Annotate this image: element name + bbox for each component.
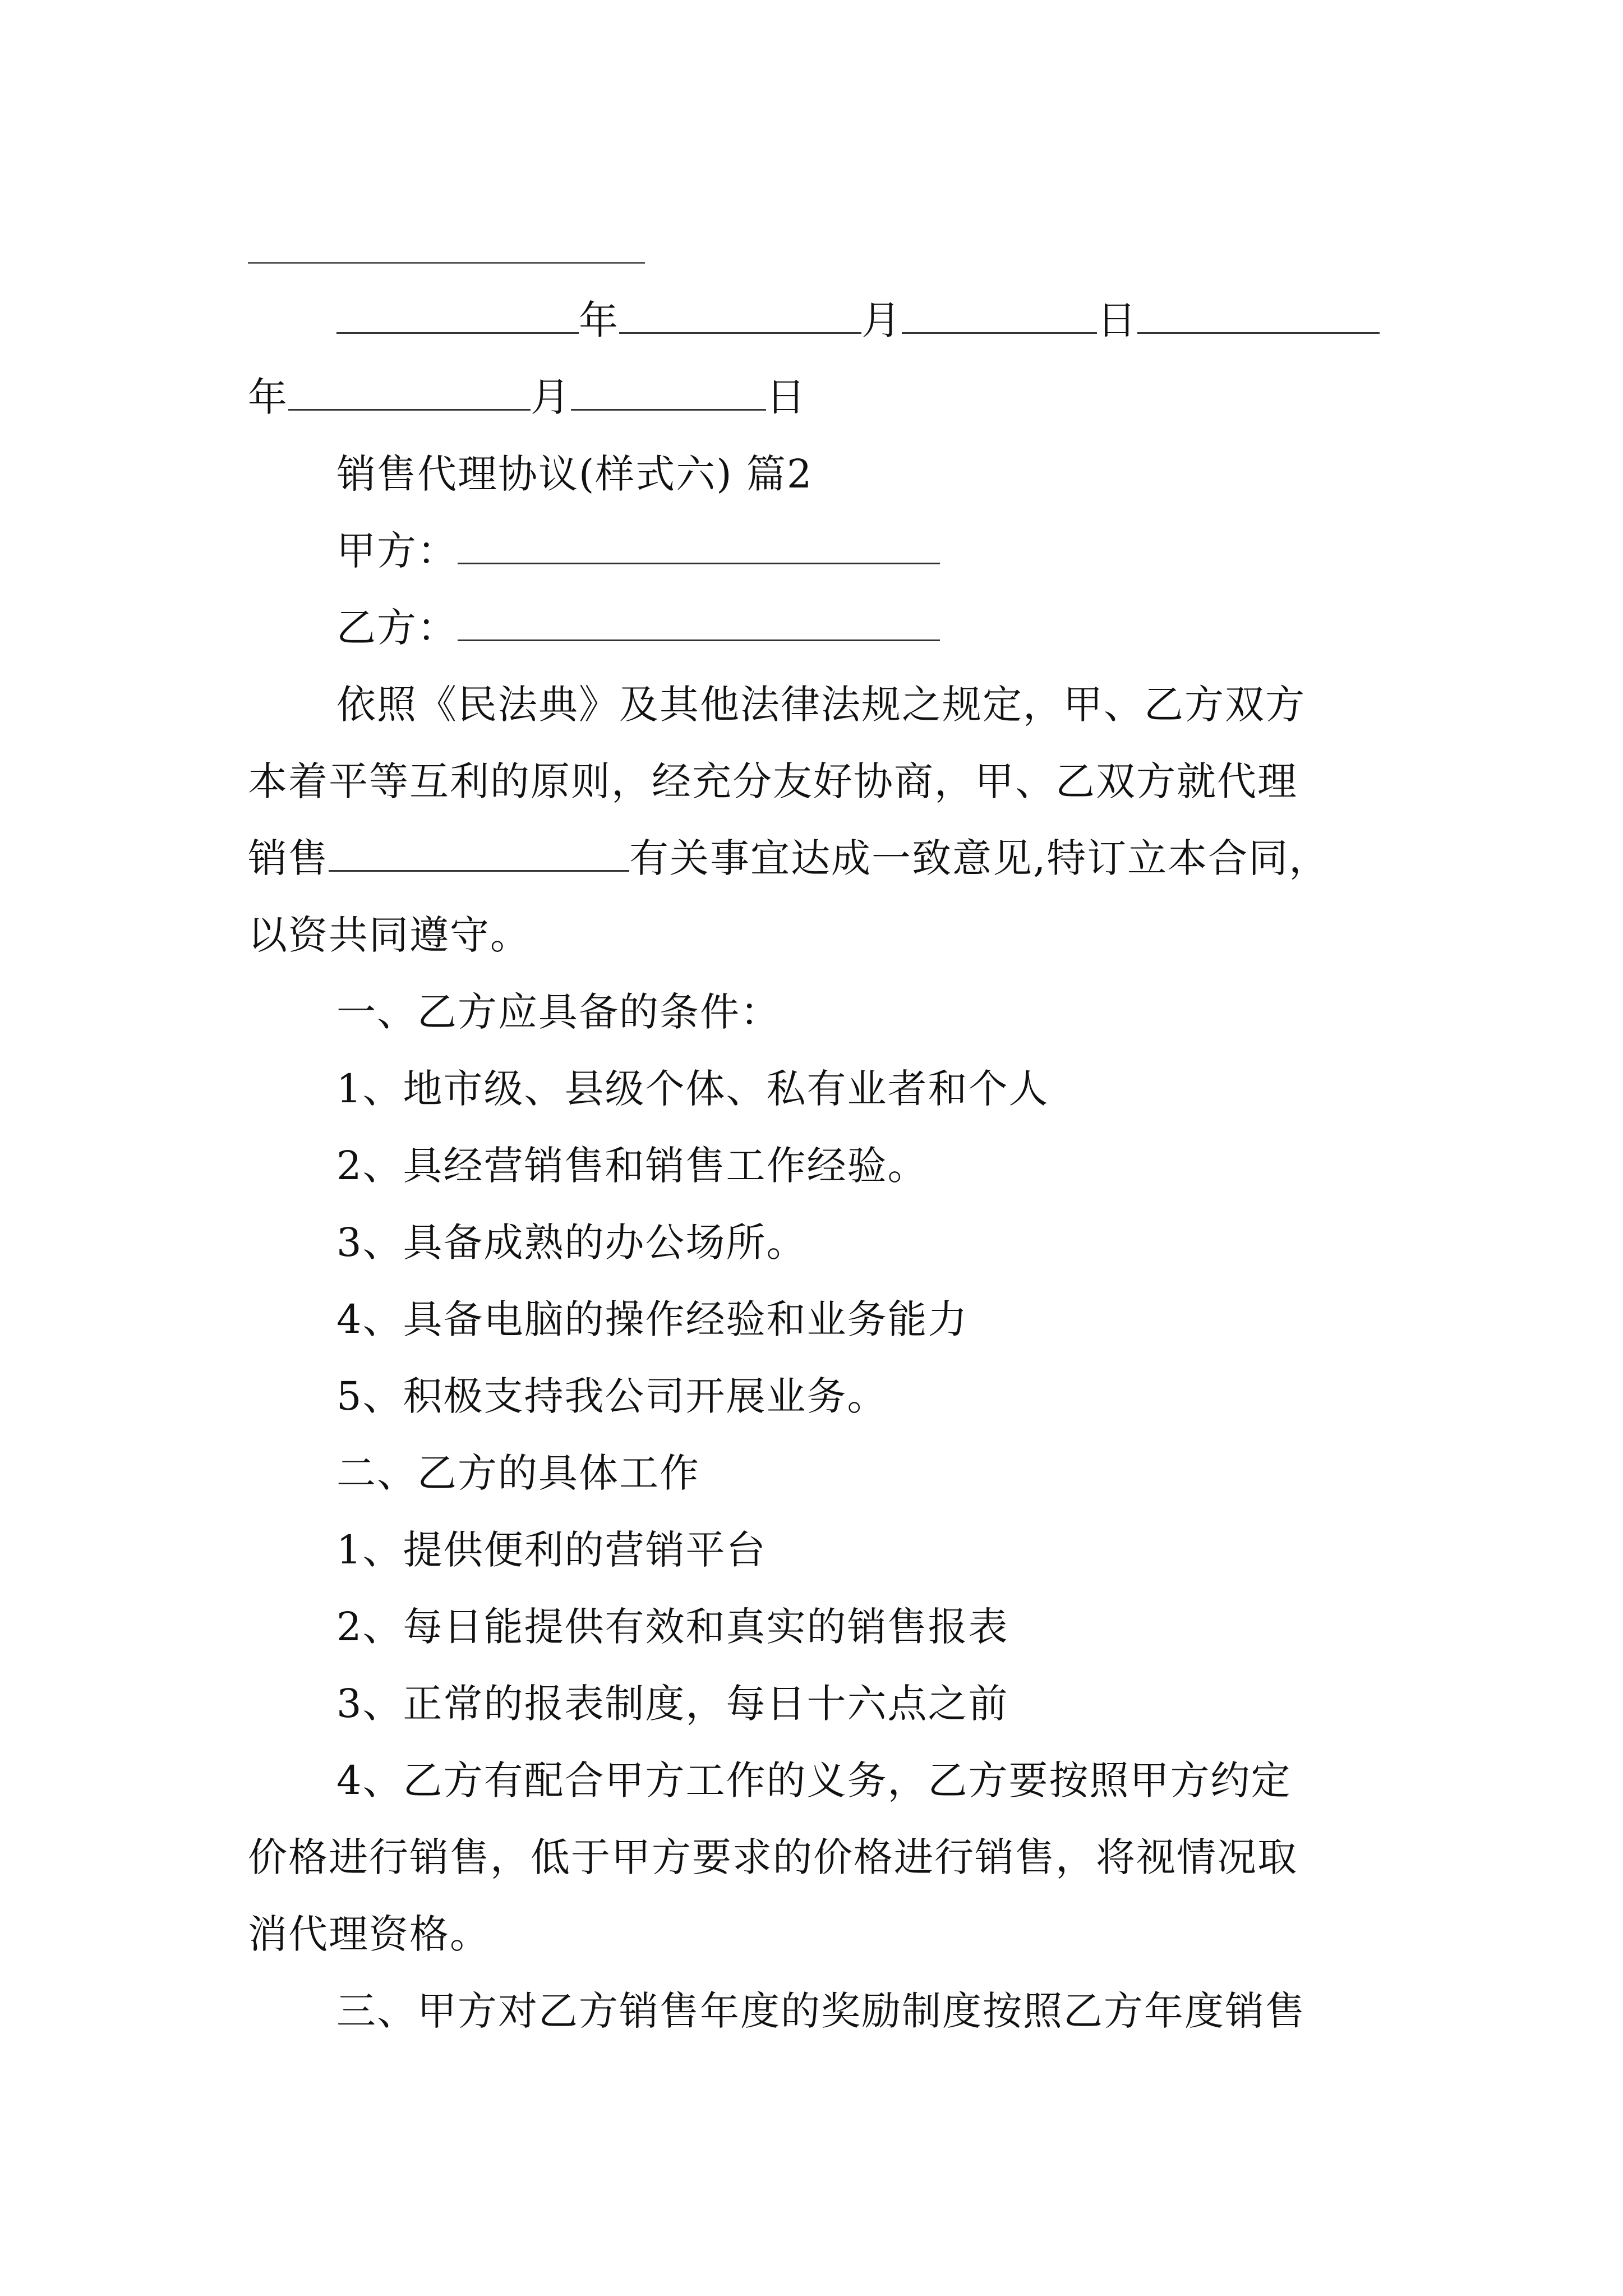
list-item: 2、每日能提供有效和真实的销售报表	[336, 1604, 1009, 1650]
party-a-blank	[458, 528, 940, 564]
month-label: 月	[531, 374, 571, 420]
intro-line-2: 本着平等互利的原则，经充分友好协商，甲、乙双方就代理	[248, 758, 1298, 804]
list-item: 5、积极支持我公司开展业务。	[336, 1373, 888, 1419]
intro-line-3-post: 有关事宜达成一致意见,特订立本合同，	[629, 835, 1330, 881]
list-item: 1、提供便利的营销平台	[336, 1527, 767, 1573]
year-label: 年	[579, 297, 619, 343]
party-b-line	[336, 602, 940, 653]
list-item: 2、具经营销售和销售工作经验。	[336, 1143, 928, 1189]
party-b-label: 乙方：	[336, 605, 458, 651]
section-2-title: 二、乙方的具体工作	[336, 1450, 700, 1496]
blank-field	[571, 374, 766, 411]
blank-field	[336, 297, 579, 334]
section-heading: 销售代理协议(样式六) 篇2	[336, 451, 813, 497]
list-item: 4、具备电脑的操作经验和业务能力	[336, 1296, 969, 1342]
day-label: 日	[766, 374, 806, 420]
blank-field	[902, 297, 1097, 334]
blank-field	[288, 374, 531, 411]
party-a-line	[336, 526, 940, 576]
blank-field	[619, 297, 861, 334]
list-item-4-line-2: 价格进行销售，低于甲方要求的价格进行销售，将视情况取	[248, 1834, 1298, 1880]
list-item-4-line-1: 4、乙方有配合甲方工作的义务，乙方要按照甲方约定	[336, 1757, 1292, 1803]
party-b-blank	[458, 605, 940, 641]
signature-line	[248, 262, 645, 264]
list-item: 3、正常的报表制度，每日十六点之前	[336, 1681, 1009, 1727]
month-label: 月	[861, 297, 902, 343]
party-a-label: 甲方：	[336, 528, 458, 574]
intro-line-1: 依照《民法典》及其他法律法规之规定，甲、乙方双方	[336, 682, 1306, 728]
day-label: 日	[1097, 297, 1137, 343]
list-item-4-line-3: 消代理资格。	[248, 1911, 490, 1957]
year-label: 年	[248, 374, 288, 420]
list-item: 3、具备成熟的办公场所。	[336, 1220, 807, 1266]
date-line-2	[248, 372, 806, 422]
intro-line-4: 以资共同遵守。	[248, 912, 531, 958]
intro-line-3-pre: 销售	[248, 835, 329, 881]
section-1-title: 一、乙方应具备的条件：	[336, 989, 781, 1035]
blank-field	[1137, 297, 1380, 334]
section-3-line-1: 三、甲方对乙方销售年度的奖励制度按照乙方年度销售	[336, 1988, 1306, 2034]
list-item: 1、地市级、县级个体、私有业者和个人	[336, 1066, 1049, 1112]
date-line-1	[336, 295, 1380, 346]
intro-line-3	[248, 833, 1329, 884]
product-blank	[329, 835, 629, 872]
